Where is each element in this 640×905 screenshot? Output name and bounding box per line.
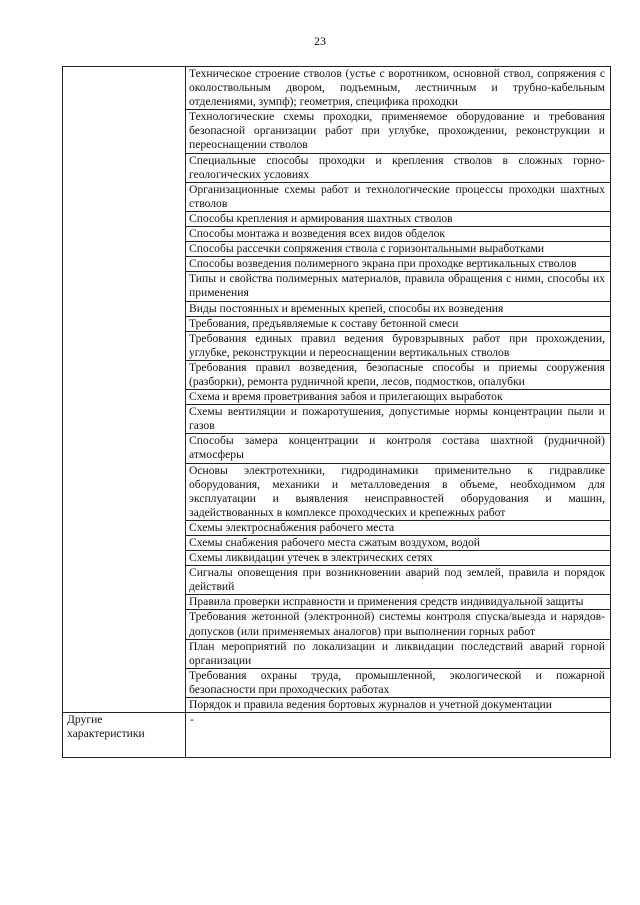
knowledge-list-cell	[186, 67, 611, 713]
other-characteristics-value: -	[190, 713, 194, 727]
other-characteristics-label-cell	[63, 713, 186, 758]
knowledge-item: Сигналы оповещения при возникновении аварий под землей, правила и порядок действий	[186, 566, 610, 595]
knowledge-item: Схема и время проветривания забоя и прилегающих выработок	[186, 390, 610, 405]
knowledge-item: Основы электротехники, гидродинамики применительно к гидравлике оборудования, механики и металловедения в объеме, необходимом для эксплуатации и выявления неисправностей оборудования и машин, задействованных в комплексе проходческих и крепежных работ	[186, 464, 610, 521]
knowledge-item: Схемы снабжения рабочего места сжатым воздухом, водой	[186, 536, 610, 551]
page-number: 23	[314, 34, 326, 48]
knowledge-item: Способы рассечки сопряжения ствола с горизонтальными выработками	[186, 242, 610, 257]
knowledge-item: Требования правил возведения, безопасные способы и приемы сооружения (разборки), ремонта рудничной крепи, лесов, подмостков, опалубки	[186, 361, 610, 390]
knowledge-item: Организационные схемы работ и технологические процессы проходки шахтных стволов	[186, 183, 610, 212]
knowledge-item: Правила проверки исправности и применения средств индивидуальной защиты	[186, 595, 610, 610]
knowledge-row	[63, 67, 611, 713]
knowledge-item: Требования жетонной (электронной) системы контроля спуска/выезда и нарядов-допусков (или применяемых аналогов) при выполнении горных работ	[186, 610, 610, 639]
knowledge-item: Способы крепления и армирования шахтных стволов	[186, 212, 610, 227]
other-characteristics-label: Другие характеристики	[67, 713, 145, 741]
knowledge-item: Требования охраны труда, промышленной, экологической и пожарной безопасности при проходческих работах	[186, 669, 610, 698]
knowledge-item: Способы замера концентрации и контроля состава шахтной (рудничной) атмосферы	[186, 434, 610, 463]
knowledge-item: Техническое строение стволов (устье с воротником, основной ствол, сопряжения с околоствольным двором, подъемным, лестничным и трубно-кабельным отделениями, зумпф); геометрия, специфика проходки	[186, 67, 610, 110]
knowledge-item: Технологические схемы проходки, применяемое оборудование и требования безопасной организации работ при углубке, прохождении, реконструкции и переоснащении стволов	[186, 110, 610, 153]
knowledge-item: Требования, предъявляемые к составу бетонной смеси	[186, 317, 610, 332]
other-characteristics-row	[63, 713, 611, 758]
knowledge-item: План мероприятий по локализации и ликвидации последствий аварий горной организации	[186, 640, 610, 669]
knowledge-item: Схемы электроснабжения рабочего места	[186, 521, 610, 536]
knowledge-item: Специальные способы проходки и крепления стволов в сложных горно-геологических условиях	[186, 154, 610, 183]
requirements-table	[62, 66, 611, 758]
knowledge-item: Схемы вентиляции и пожаротушения, допустимые нормы концентрации пыли и газов	[186, 405, 610, 434]
knowledge-item: Схемы ликвидации утечек в электрических сетях	[186, 551, 610, 566]
knowledge-item: Порядок и правила ведения бортовых журналов и учетной документации	[189, 698, 552, 712]
knowledge-item: Типы и свойства полимерных материалов, правила обращения с ними, способы их применения	[186, 272, 610, 301]
knowledge-label-cell	[63, 67, 186, 713]
knowledge-item: Способы возведения полимерного экрана при проходке вертикальных стволов	[186, 257, 610, 272]
other-characteristics-value-cell	[186, 713, 611, 758]
knowledge-list	[186, 67, 610, 712]
knowledge-item: Виды постоянных и временных крепей, способы их возведения	[186, 302, 610, 317]
knowledge-item: Требования единых правил ведения буровзрывных работ при прохождении, углубке, реконструкции и переоснащении вертикальных стволов	[186, 332, 610, 361]
knowledge-item: Способы монтажа и возведения всех видов обделок	[186, 227, 610, 242]
